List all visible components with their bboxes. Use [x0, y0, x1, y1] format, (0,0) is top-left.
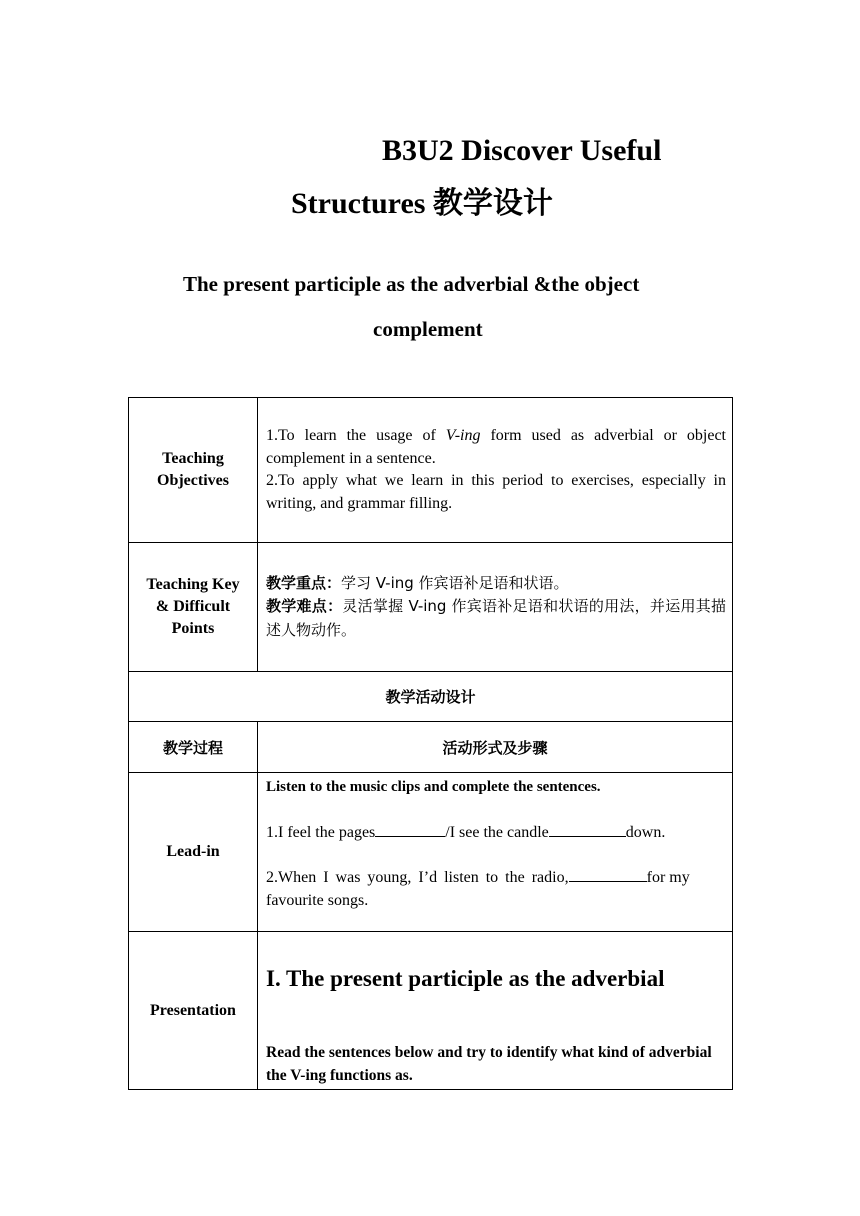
document-title-line2: Structures 教学设计 — [291, 187, 553, 220]
lesson-subtitle-line1: The present participle as the adverbial &the object — [183, 272, 640, 296]
lead-in-label: Lead-in — [129, 773, 258, 932]
lesson-subtitle-line2: complement — [373, 317, 483, 341]
presentation-label: Presentation — [129, 932, 258, 1090]
objective-2: 2.To apply what we learn in this period to exercises, especially in writing, and grammar filling. — [266, 472, 726, 512]
answer-blank[interactable] — [375, 821, 445, 837]
activity-design-heading: 教学活动设计 — [129, 672, 733, 722]
answer-blank[interactable] — [549, 821, 626, 837]
steps-header: 活动形式及步骤 — [258, 722, 733, 773]
presentation-instruction: Read the sentences below and try to identify what kind of adverbial the V-ing functions as. — [266, 1044, 712, 1084]
lead-in-sentence-1: 1.I feel the pages /I see the candle down. — [266, 821, 726, 845]
presentation-heading: I. The present participle as the adverbial — [266, 966, 665, 991]
key-points-row — [129, 543, 733, 672]
difficult-point: 教学难点：灵活掌握 V-ing 作宾语补足语和状语的用法，并运用其描述人物动作。 — [266, 597, 726, 639]
presentation-content — [258, 932, 733, 1090]
document-title-line1: B3U2 Discover Useful — [382, 134, 662, 167]
process-header: 教学过程 — [129, 722, 258, 773]
key-point: 教学重点：学习 V-ing 作宾语补足语和状语。 — [266, 573, 569, 592]
objectives-content — [258, 398, 733, 543]
answer-blank[interactable] — [569, 866, 647, 882]
lesson-plan-table — [128, 397, 733, 1090]
column-header-row — [129, 722, 733, 773]
objectives-row — [129, 398, 733, 543]
lead-in-row — [129, 773, 733, 932]
lead-in-content — [258, 773, 733, 932]
presentation-row — [129, 932, 733, 1090]
lead-in-sentence-2: 2.When I was young, I’d listen to the radio, for my favourite songs. — [266, 866, 726, 912]
key-points-content — [258, 543, 733, 672]
objective-1: 1.To learn the usage of V-ing form used as adverbial or object complement in a sentence. — [266, 427, 727, 467]
lead-in-instruction: Listen to the music clips and complete the sentences. — [266, 779, 601, 795]
activity-design-row — [129, 672, 733, 722]
key-points-label: Teaching Key & Difficult Points — [129, 543, 258, 672]
objectives-label: Teaching Objectives — [129, 398, 258, 543]
